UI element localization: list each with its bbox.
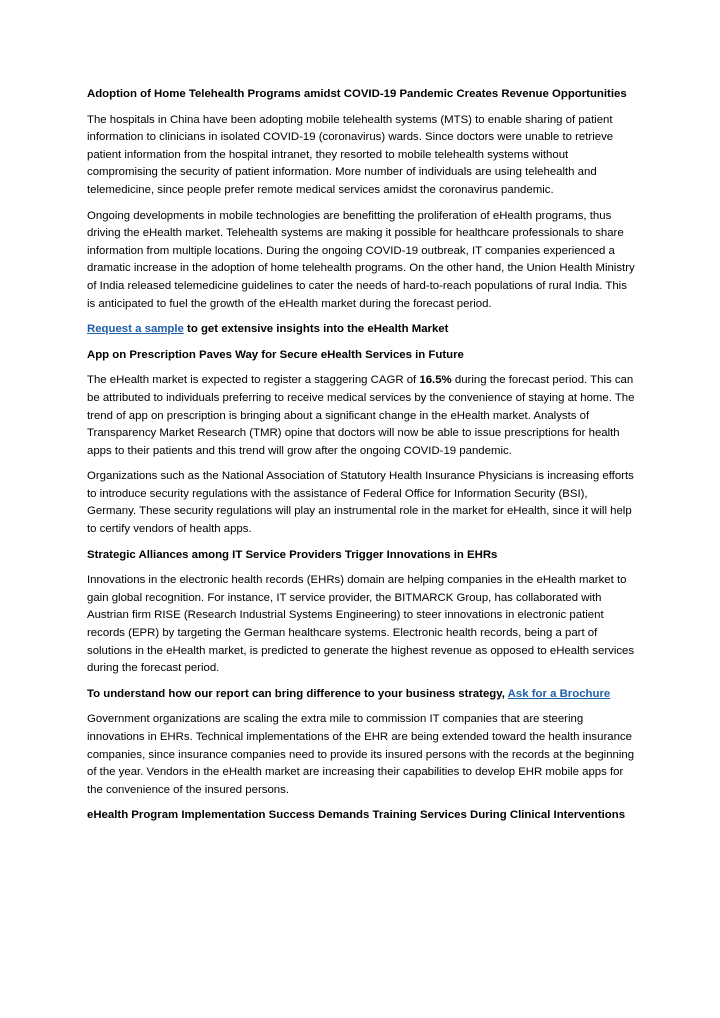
paragraph-cagr-after: during the forecast period. This can be attributed to individuals preferring to receive medical services by the convenience of staying at home. The trend of app on prescription is bringing about a significant change in the eHealth market. Analysts of Transparency Market Research (TMR) opine that doctors will now be able to issue prescriptions for health apps to their patients and this trend will grow after the ongoing COVID-19 pandemic. [87,374,635,457]
brochure-cta-text: To understand how our report can bring difference to your business strategy, [87,687,508,700]
paragraph-china-mts: The hospitals in China have been adopting mobile telehealth systems (MTS) to enable sharing of patient information to clinicians in isolated COVID-19 (coronavirus) wards. Since doctors were unable to retrieve patient information from the hospital intranet, they resorted to mobile telehealth systems without compromising the security of patient information. More number of individuals are using telehealth and telemedicine, since people prefer remote medical services amidst the coronavirus pandemic. [87,113,614,196]
section-heading-telehealth-adoption: Adoption of Home Telehealth Programs amidst COVID-19 Pandemic Creates Revenue Opportunities [87,88,627,100]
request-sample-link[interactable]: Request a sample [87,323,184,336]
paragraph-ehr-innovations: Innovations in the electronic health records (EHRs) domain are helping companies in the eHealth market to gain global recognition. For instance, IT service provider, the BITMARCK Group, has collaborated with Austrian firm RISE (Research Industrial Systems Engineering) to steer innovations in electronic patient records (EPR) by targeting the German healthcare systems. Electronic health records, being a part of solutions in the eHealth market, is predicted to generate the highest revenue as opposed to eHealth services during the forecast period. [87,574,635,675]
brochure-cta [87,686,635,704]
paragraph-cagr [87,372,635,460]
document-body [87,86,635,833]
ask-for-brochure-link[interactable]: Ask for a Brochure [507,687,611,700]
paragraph-cagr-before: The eHealth market is expected to register a staggering CAGR of [87,374,420,387]
section-heading-training-services: eHealth Program Implementation Success Demands Training Services During Clinical Interventions [87,809,626,822]
request-sample-cta-text: to get extensive insights into the eHealth Market [183,323,449,336]
section-heading-strategic-alliances: Strategic Alliances among IT Service Providers Trigger Innovations in EHRs [87,548,498,561]
section-heading-app-on-prescription: App on Prescription Paves Way for Secure eHealth Services in Future [87,348,464,361]
request-sample-cta [87,321,635,339]
cagr-value: 16.5% [419,374,452,387]
paragraph-security-regulations: Organizations such as the National Association of Statutory Health Insurance Physicians is increasing efforts to introduce security regulations with the assistance of Federal Office for Information Security (BSI), Germany. These security regulations will play an instrumental role in the market for eHealth, since it will help to certify vendors of health apps. [87,470,634,536]
paragraph-mobile-tech-developments: Ongoing developments in mobile technologies are benefitting the proliferation of eHealth programs, thus driving the eHealth market. Telehealth systems are making it possible for healthcare professionals to share information from multiple locations. During the ongoing COVID-19 outbreak, IT companies experienced a dramatic increase in the adoption of home telehealth programs. On the other hand, the Union Health Ministry of India released telemedicine guidelines to cater the needs of hard-to-reach populations of rural India. This is anticipated to fuel the growth of the eHealth market during the forecast period. [87,209,635,310]
paragraph-government-organizations: Government organizations are scaling the extra mile to commission IT companies that are steering innovations in EHRs. Technical implementations of the EHR are being extended toward the health insurance companies, since insurance companies need to provide its insured persons with the records at the beginning of the year. Vendors in the eHealth market are increasing their capabilities to develop EHR mobile apps for the convenience of the insured persons. [87,713,635,796]
